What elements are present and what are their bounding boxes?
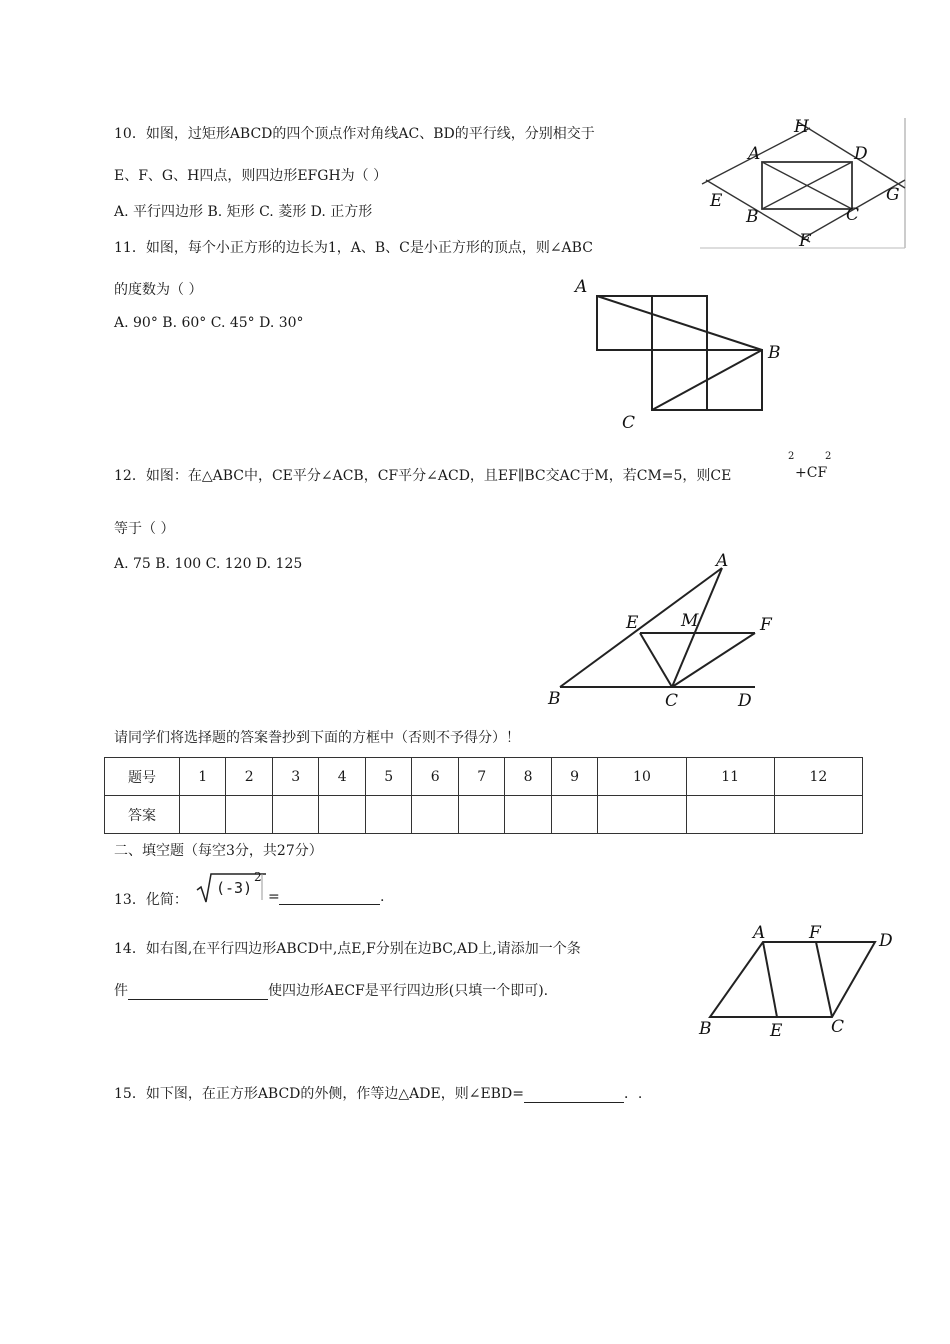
answer-number: 4 xyxy=(319,758,365,796)
q10-options: A. 平行四边形 B. 矩形 C. 菱形 D. 正方形 xyxy=(114,204,373,220)
q11-label-c: C xyxy=(622,413,636,433)
q14-label-c: C xyxy=(831,1017,845,1037)
q15-answer-blank[interactable] xyxy=(524,1088,624,1103)
q12-options: A. 75 B. 100 C. 120 D. 125 xyxy=(114,556,303,572)
q12-exp2: 2 xyxy=(825,451,832,462)
answer-number: 9 xyxy=(551,758,597,796)
q14-label-b: B xyxy=(699,1019,712,1039)
q12-exp1: 2 xyxy=(788,451,795,462)
q10-label-b: B xyxy=(746,207,759,227)
q15-end: ．. xyxy=(623,1086,643,1102)
q11-label-b: B xyxy=(768,343,781,363)
q10-line1: 10．如图，过矩形ABCD的四个顶点作对角线AC、BD的平行线，分别相交于 xyxy=(114,126,595,142)
q11-label-a: A xyxy=(575,277,588,297)
q14-label-f: F xyxy=(809,923,821,943)
answer-number: 12 xyxy=(774,758,862,796)
answer-cell[interactable] xyxy=(598,796,686,834)
q13-equals: = xyxy=(268,889,280,905)
q11-line1: 11．如图，每个小正方形的边长为1，A、B、C是小正方形的顶点，则∠ABC xyxy=(114,240,593,256)
answer-cell[interactable] xyxy=(319,796,365,834)
q11-line2: 的度数为（ ） xyxy=(114,282,203,298)
q11-options: A. 90° B. 60° C. 45° D. 30° xyxy=(114,315,304,331)
answer-number: 7 xyxy=(458,758,504,796)
q14-label-e: E xyxy=(770,1021,783,1041)
answer-cell[interactable] xyxy=(180,796,226,834)
q10-label-h: H xyxy=(794,117,809,137)
q12-label-c: C xyxy=(665,691,679,711)
q10-figure xyxy=(700,112,910,252)
section2-title: 二、填空题（每空3分，共27分） xyxy=(114,843,323,859)
q14-answer-blank[interactable] xyxy=(128,985,268,1000)
answer-table-head-number: 题号 xyxy=(105,758,180,796)
answer-table-row-answers xyxy=(105,796,863,834)
q14-line1: 14．如右图,在平行四边形ABCD中,点E,F分别在边BC,AD上,请添加一个条 xyxy=(114,941,581,957)
q14-label-a: A xyxy=(753,923,766,943)
q15-text: 15．如下图，在正方形ABCD的外侧，作等边△ADE，则∠EBD= xyxy=(114,1086,524,1102)
q14-line2-a: 件 xyxy=(114,983,128,999)
q13-prefix: 13．化简： xyxy=(114,892,188,908)
answer-number: 5 xyxy=(365,758,411,796)
answer-number: 11 xyxy=(686,758,774,796)
q12-plus-cf: +CF xyxy=(795,465,828,481)
q10-label-f: F xyxy=(799,231,811,251)
answer-table-row-numbers xyxy=(105,758,863,796)
q10-label-e: E xyxy=(710,191,723,211)
q12-line1: 12．如图：在△ABC中，CE平分∠ACB，CF平分∠ACD，且EF∥BC交AC于M，若CM=5，则CE xyxy=(114,468,732,484)
q13-answer-blank[interactable] xyxy=(279,890,380,905)
q12-figure xyxy=(540,550,790,715)
q10-line2: E、F、G、H四点，则四边形EFGH为（ ） xyxy=(114,168,388,184)
answer-cell[interactable] xyxy=(551,796,597,834)
q13-radicand: (-3) xyxy=(216,879,253,897)
answer-table xyxy=(104,757,863,834)
q10-label-c: C xyxy=(846,205,860,225)
answer-cell[interactable] xyxy=(686,796,774,834)
q10-label-g: G xyxy=(886,185,900,205)
answer-cell[interactable] xyxy=(365,796,411,834)
q12-label-a: A xyxy=(716,551,729,571)
answer-cell[interactable] xyxy=(272,796,318,834)
q10-label-d: D xyxy=(854,144,868,164)
q11-figure xyxy=(570,268,800,438)
answer-number: 2 xyxy=(226,758,272,796)
answer-cell[interactable] xyxy=(226,796,272,834)
answer-cell[interactable] xyxy=(458,796,504,834)
q13-end: . xyxy=(380,889,385,905)
answer-note: 请同学们将选择题的答案誊抄到下面的方框中（否则不予得分）！ xyxy=(114,730,520,746)
q12-label-f: F xyxy=(760,615,772,635)
q14-line2-b: 使四边形AECF是平行四边形(只填一个即可). xyxy=(268,983,549,999)
answer-table-head-answer: 答案 xyxy=(105,796,180,834)
q12-label-d: D xyxy=(738,691,752,711)
answer-cell[interactable] xyxy=(505,796,551,834)
q14-label-d: D xyxy=(879,931,893,951)
answer-number: 1 xyxy=(180,758,226,796)
q12-label-b: B xyxy=(548,689,561,709)
answer-number: 8 xyxy=(505,758,551,796)
q13-answer-line-wrap xyxy=(279,889,384,905)
q14-line2-wrap xyxy=(114,980,548,1000)
answer-number: 3 xyxy=(272,758,318,796)
q15-line-wrap xyxy=(114,1083,642,1103)
q10-label-a: A xyxy=(748,144,761,164)
q12-line2: 等于（ ） xyxy=(114,521,175,537)
q12-label-m: M xyxy=(681,611,699,631)
answer-cell[interactable] xyxy=(774,796,862,834)
q13-exponent: 2 xyxy=(254,870,262,884)
answer-number: 10 xyxy=(598,758,686,796)
q14-figure xyxy=(695,918,910,1043)
answer-number: 6 xyxy=(412,758,458,796)
answer-cell[interactable] xyxy=(412,796,458,834)
q12-label-e: E xyxy=(626,613,639,633)
